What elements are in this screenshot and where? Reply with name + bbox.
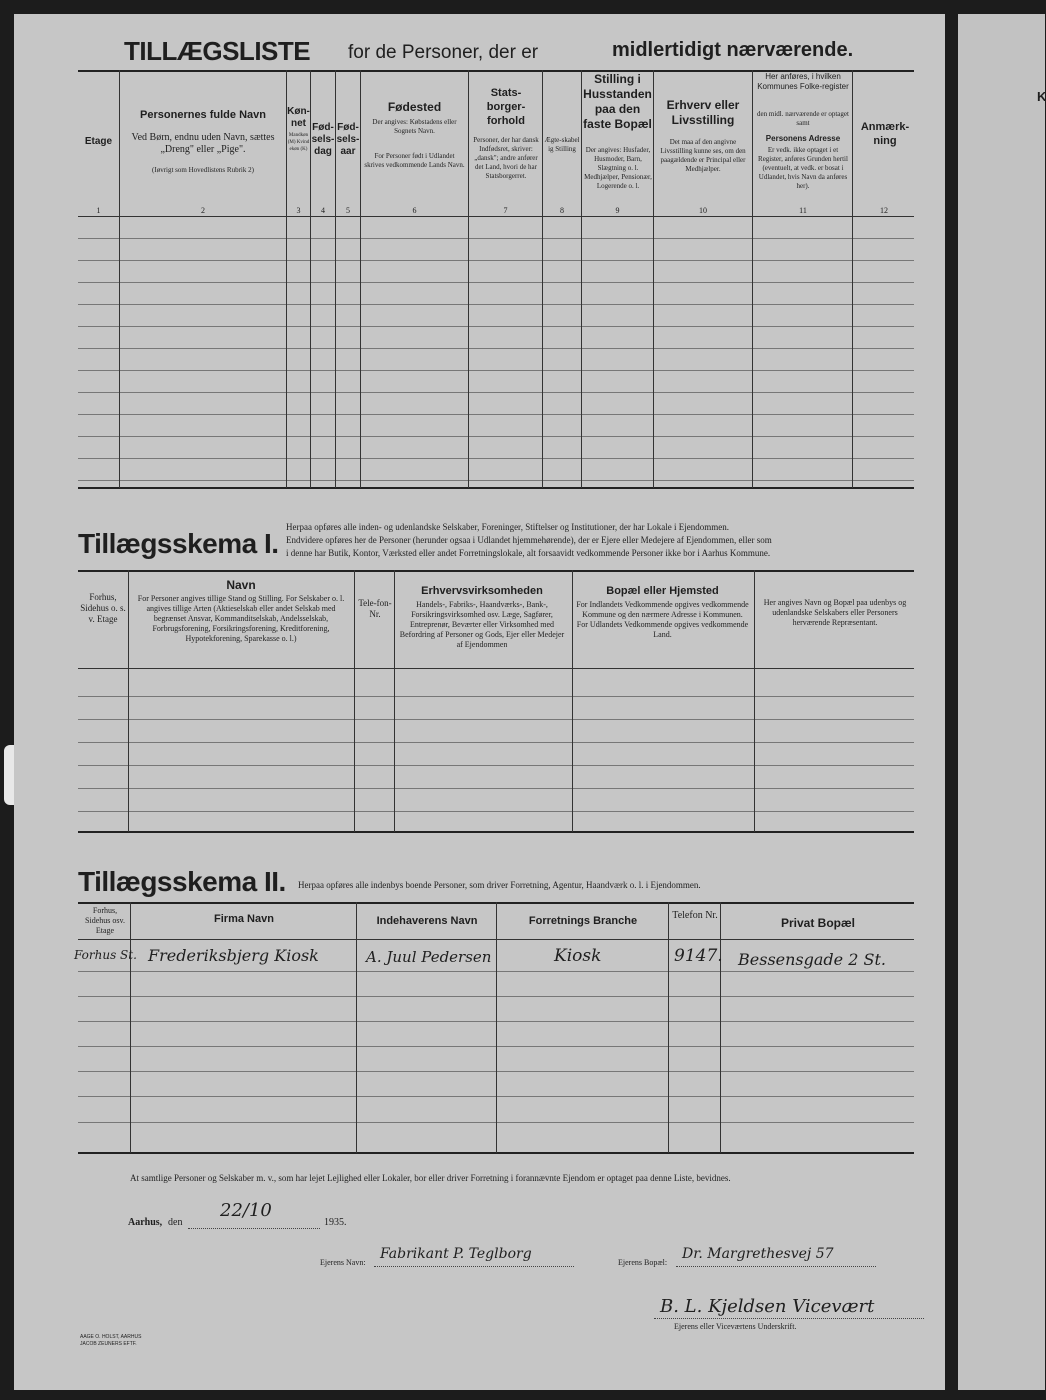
footer-den: den [168, 1217, 183, 1228]
footer-date-line [188, 1228, 320, 1229]
hdr-num-4: 4 [321, 206, 325, 215]
hdr-navn: Personernes fulde Navn [140, 109, 266, 121]
footer-bopael-line [676, 1266, 876, 1267]
footer-year: 1935. [324, 1217, 347, 1228]
s2-hdr-branche: Forretnings Branche [528, 915, 638, 927]
s2-hdr-indehaver: Indehaverens Navn [376, 915, 478, 927]
liste-row-line-7 [78, 370, 914, 371]
s1-col-line-5 [754, 570, 755, 832]
liste-col-line-8 [581, 70, 582, 488]
liste-col-line-5 [360, 70, 361, 488]
liste-row-line-4 [78, 304, 914, 305]
hdr-num-9: 9 [615, 206, 620, 215]
footer-ejer-label: Ejerens Navn: [320, 1258, 366, 1267]
liste-col-line-10 [752, 70, 753, 488]
liste-row-line-8 [78, 392, 914, 393]
hdr-stilling: Stilling i Husstanden paa den faste Bopæl [583, 72, 652, 131]
liste-row-line-5 [78, 326, 914, 327]
hdr-folkeregister-sub: den midl. nærværende er optaget samt [757, 110, 849, 127]
hdr-num-1: 1 [96, 206, 101, 215]
footer-ejer-line [374, 1266, 574, 1267]
skema1-intro-1: Herpaa opføres alle inden- og udenlandske Selskaber, Foreninger, Stiftelser og Institutioner, der har Lokale i Ejendommen. [286, 522, 730, 532]
liste-col-line-7 [542, 70, 543, 488]
hdr-num-7: 7 [503, 206, 508, 215]
skema1-intro-2: Endvidere opføres her de Personer (herunder ogsaa i Udlandet hjemmehørende), der er Ejere eller Medejere af Ejendommen, eller som [286, 535, 772, 545]
title-end: midlertidigt nærværende. [612, 39, 854, 61]
hdr-num-3: 3 [296, 206, 301, 215]
hdr-num-8: 8 [560, 206, 564, 215]
s2-cell-bopael: Bessensgade 2 St. [738, 950, 886, 969]
s1-hdr-bopael-sub: For Indlandets Vedkommende opgives vedkommende Kommune og den nærmere Adresse i Kommunen. For Udlandets Vedkommende opgives vedkommende Land. [576, 600, 749, 639]
hdr-konnet: Køn-net [287, 106, 310, 129]
s1-hdr-bopael: Bopæl eller Hjemsted [606, 585, 719, 597]
footer-signature: B. L. Kjeldsen Vicevært [660, 1296, 875, 1317]
s2-cell-branche: Kiosk [554, 946, 602, 966]
adjacent-page-fragment: K [1037, 89, 1046, 104]
footer-bopael-label: Ejerens Bopæl: [618, 1258, 668, 1267]
s1-hdr-erhverv-sub: Handels-, Fabriks-, Haandværks-, Bank-, Forsikringsvirksomhed osv. Læge, Sagfører, Entreprenør, Beværter eller Virksomhed med Befordring af Personer og Gods, Ejer eller Medejer af Ejendommen [399, 600, 565, 649]
s1-hdr-etage: Forhus, Sidehus o. s. v. Etage [80, 592, 126, 624]
hdr-num-12: 12 [880, 206, 888, 215]
footer-city: Aarhus, [128, 1217, 163, 1228]
hdr-erhverv: Erhverv eller Livsstilling [666, 98, 740, 127]
hdr-fodested-sub: Der angives: Købstadens eller Sognets Navn. [372, 118, 457, 135]
hdr-num-10: 10 [699, 206, 707, 215]
s2-hdr-etage: Forhus, Sidehus osv. Etage [85, 906, 125, 935]
liste-row-line-10 [78, 436, 914, 437]
liste-col-line-9 [653, 70, 654, 488]
s1-col-line-3 [394, 570, 395, 832]
liste-row-line-2 [78, 260, 914, 261]
skema1-header-border [78, 668, 914, 669]
adjacent-page [958, 14, 1045, 1390]
skema1-intro-3: i denne har Butik, Kontor, Værksted eller andet Forretningslokale, alt forsaavidt vedkommende Personer ikke bor i Aarhus Kommune. [286, 548, 771, 558]
liste-header-border [78, 216, 914, 217]
skema2-title: Tillægsskema II. [78, 866, 286, 897]
s1-hdr-telefon: Tele-fon-Nr. [358, 598, 392, 619]
s1-col-line-2 [354, 570, 355, 832]
s1-row-line-1 [78, 696, 914, 697]
hdr-etage: Etage [84, 136, 113, 147]
liste-row-line-3 [78, 282, 914, 283]
s1-row-line-5 [78, 788, 914, 789]
title-main: TILLÆGSLISTE [124, 36, 311, 66]
hdr-fodested: Fødested [387, 100, 442, 114]
hdr-navn-sub: Ved Børn, endnu uden Navn, sættes „Dreng" eller „Pige". [131, 132, 275, 155]
s2-col-line-3 [496, 902, 497, 1153]
hdr-aegteskab: Ægte-skabelig Stilling [544, 136, 580, 153]
skema2-intro: Herpaa opføres alle indenbys boende Personer, som driver Forretning, Agentur, Haandværk o. l. i Ejendommen. [298, 880, 701, 890]
skema1-top-border [78, 570, 914, 572]
title-middle: for de Personer, der er [348, 42, 539, 63]
footer-signature-line [654, 1318, 924, 1319]
s2-cell-etage: Forhus St. [74, 948, 137, 962]
s2-col-line-4 [668, 902, 669, 1153]
hdr-fodselsaar: Fød-sels-aar [336, 122, 360, 157]
hdr-folkeregister-note: Er vedk. ikke optaget i et Register, anføres Grunden hertil (eventuelt, at vedk. er bosat i Udlandet, hvis Navn da anføres her). [758, 146, 848, 190]
hdr-erhverv-sub: Det maa af den angivne Livsstilling kunne ses, om den paagældende er Principal eller Medhjælper. [660, 138, 746, 173]
hdr-navn-note: (Iøvrigt som Hovedlistens Rubrik 2) [152, 166, 254, 174]
hdr-statsborger-sub: Personer, der har dansk Indfødsret, skriver: „dansk"; andre anfører det Land, hvori de har Statsborgerret. [473, 136, 539, 180]
hdr-num-6: 6 [412, 206, 417, 215]
liste-col-line-1 [119, 70, 120, 488]
s1-hdr-navn: Navn [226, 578, 256, 592]
s1-row-line-2 [78, 719, 914, 720]
liste-col-line-11 [852, 70, 853, 488]
hdr-stilling-sub: Der angives: Husfader, Husmoder, Barn, Slægtning o. l. Medhjælper, Pensionær, Logerende o. l. [584, 146, 652, 190]
liste-col-line-6 [468, 70, 469, 488]
skema1-bottom-border [78, 831, 914, 833]
s2-cell-firma: Frederiksbjerg Kiosk [148, 946, 319, 965]
footer-date: 22/10 [220, 1200, 272, 1221]
liste-row-line-12 [78, 480, 914, 481]
s2-cell-indehaver: A. Juul Pedersen [366, 948, 492, 966]
s1-col-line-4 [572, 570, 573, 832]
hdr-adresse: Personens Adresse [765, 134, 841, 143]
footer-ejer: Fabrikant P. Teglborg [380, 1246, 532, 1262]
s2-col-line-2 [356, 902, 357, 1153]
hdr-num-2: 2 [201, 206, 205, 215]
hdr-folkeregister: Her anføres, i hvilken Kommunes Folke-register [757, 72, 849, 91]
hdr-fodselsdag: Fød-sels-dag [311, 122, 335, 157]
liste-row-line-9 [78, 414, 914, 415]
footer-statement: At samtlige Personer og Selskaber m. v., som har lejet Lejlighed eller Lokaler, bor eller driver Forretning i forannævnte Ejendom er optaget paa denne Liste, bevidnes. [130, 1173, 731, 1183]
liste-row-line-1 [78, 238, 914, 239]
liste-row-line-11 [78, 458, 914, 459]
s1-hdr-navn-sub: For Personer angives tillige Stand og Stilling. For Selskaber o. l. angives tillige Arten (Aktieselskab eller andet Selskab med begrænset Ansvar, Kommanditselskab, Andelsselskab, Forbrugsforening, Forsikringsforening, Kreditforening, Hypotekforening, Sparekasse o. l.) [137, 594, 345, 643]
footer-printer: AAGE O. HOLST, AARHUS JACOB ZEUNERS EFTF. [80, 1334, 142, 1347]
s2-cell-telefon: 9147. [674, 946, 723, 966]
s2-col-line-5 [720, 902, 721, 1153]
liste-row-line-6 [78, 348, 914, 349]
s1-row-line-6 [78, 811, 914, 812]
footer-bopael: Dr. Margrethesvej 57 [682, 1246, 834, 1262]
hdr-anmaerkning: Anmærk-ning [860, 121, 910, 147]
liste-bottom-border [78, 487, 914, 489]
hdr-fodested-note: For Personer født i Udlandet skrives vedkommende Lands Navn. [364, 152, 465, 169]
s2-col-line-1 [130, 902, 131, 1153]
skema1-title: Tillægsskema I. [78, 528, 279, 559]
s2-hdr-bopael: Privat Bopæl [780, 916, 855, 930]
s1-hdr-repraesentant: Her angives Navn og Bopæl paa udenbys og udenlandske Selskabers eller Personers herværende Repræsentant. [763, 598, 907, 627]
s2-hdr-telefon: Telefon Nr. [672, 910, 718, 921]
hdr-num-5: 5 [346, 206, 350, 215]
hdr-num-11: 11 [799, 206, 807, 215]
s1-col-line-1 [128, 570, 129, 832]
hdr-statsborger: Stats-borger-forhold [486, 87, 526, 127]
form-page [14, 14, 945, 1390]
footer-signature-label: Ejerens eller Viceværtens Underskrift. [674, 1322, 797, 1331]
s1-row-line-3 [78, 742, 914, 743]
s2-hdr-firma: Firma Navn [214, 913, 274, 925]
s1-hdr-erhverv: Erhvervsvirksomheden [421, 585, 543, 597]
s1-row-line-4 [78, 765, 914, 766]
hdr-konnet-sub: Mandkøn (M) Kvindekøn (K) [287, 133, 310, 152]
